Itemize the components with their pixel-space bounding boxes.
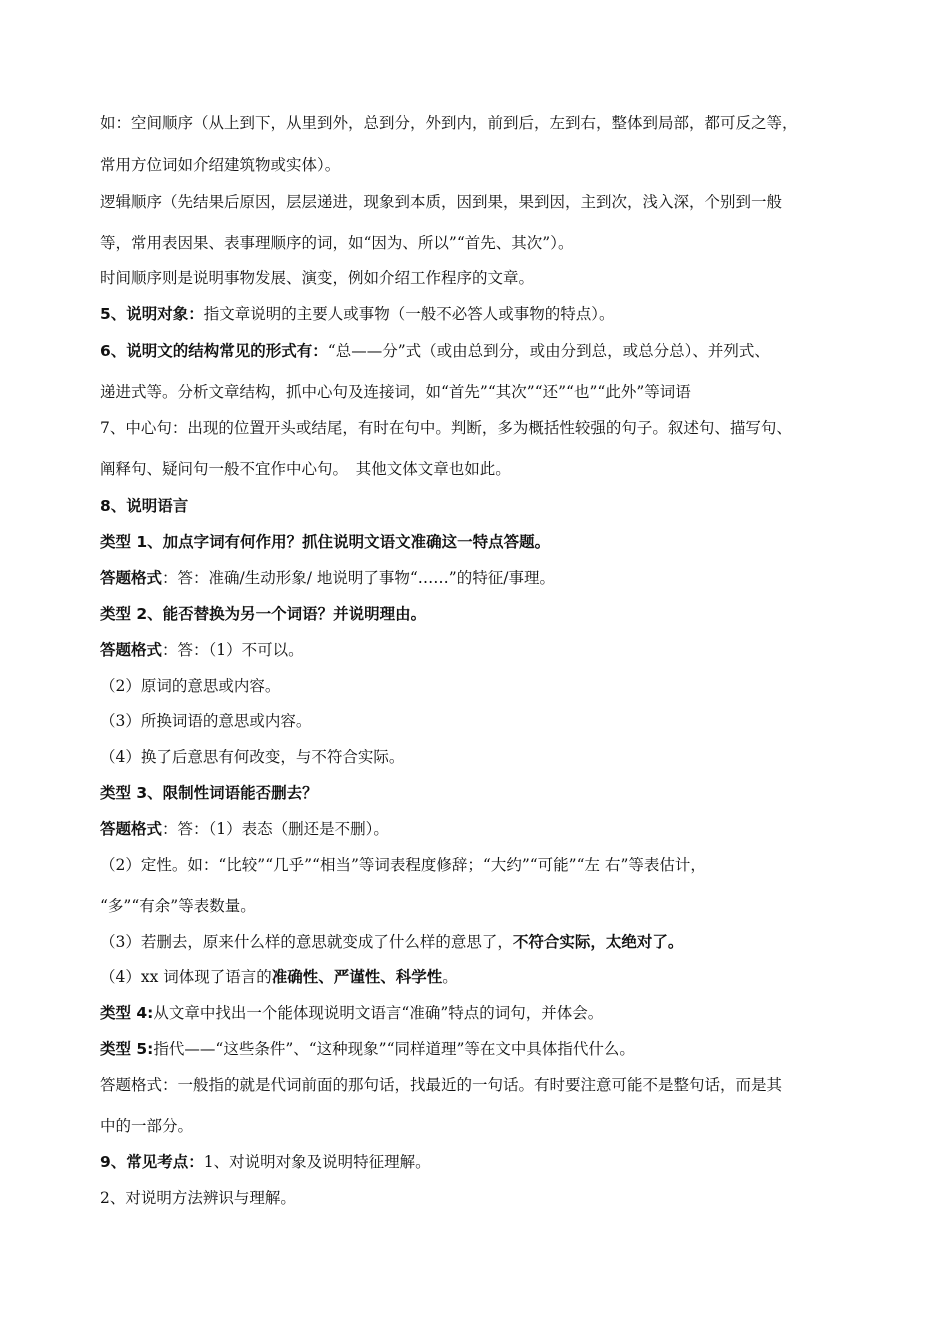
type-2-question: 类型 2、能否替换为另一个词语？并说明理由。 bbox=[100, 605, 427, 623]
type-1-question: 类型 1、加点字词有何作用？抓住说明文语文准确这一特点答题。 bbox=[100, 533, 551, 551]
section-9-text: 1、对说明对象及说明特征理解。 bbox=[203, 1153, 431, 1171]
section-6-line-1 bbox=[100, 341, 770, 361]
type-3-item-3 bbox=[100, 932, 683, 952]
section-5-text: 指文章说明的主要人或事物（一般不必答人或事物的特点）。 bbox=[203, 305, 615, 323]
type-3-item-4 bbox=[100, 967, 458, 987]
type-4-label: 类型 4: bbox=[100, 1004, 154, 1022]
section-7-line-1: 7、中心句：出现的位置开头或结尾，有时在句中。判断，多为概括性较强的句子。叙述句、描写句、 bbox=[100, 419, 792, 437]
answer-format-label: 答题格式 bbox=[100, 641, 163, 659]
spatial-order-line-2: 常用方位词如介绍建筑物或实体）。 bbox=[100, 156, 341, 174]
type-1-answer bbox=[100, 568, 555, 588]
type-1-answer-text: ：答：准确/生动形象/ 地说明了事物“……”的特征/事理。 bbox=[162, 569, 555, 587]
section-5 bbox=[100, 304, 615, 324]
section-8-title: 8、说明语言 bbox=[100, 497, 189, 515]
answer-format-label: 答题格式 bbox=[100, 569, 163, 587]
spatial-order-line-1: 如：空间顺序（从上到下，从里到外，总到分，外到内，前到后，左到右，整体到局部，都可反之等， bbox=[100, 114, 798, 132]
type-5-text: 指代——“这些条件”、“这种现象”“同样道理”等在文中具体指代什么。 bbox=[153, 1040, 635, 1058]
type-3-item-4-end: 。 bbox=[442, 968, 458, 986]
type-2-item-2: （2）原词的意思或内容。 bbox=[100, 677, 281, 695]
type-3-item-2-line-1: （2）定性。如：“比较”“几乎”“相当”等词表程度修辞；“大约”“可能”“左 右”等表估计， bbox=[100, 856, 706, 874]
type-2-item-4: （4）换了后意思有何改变，与不符合实际。 bbox=[100, 748, 405, 766]
type-4-text: 从文章中找出一个能体现说明文语言“准确”特点的词句，并体会。 bbox=[153, 1004, 604, 1022]
type-3-item-2-line-2: “多”“有余”等表数量。 bbox=[100, 897, 256, 915]
type-3-question: 类型 3、限制性词语能否删去？ bbox=[100, 784, 318, 802]
type-3-item-4-emphasis: 准确性、严谨性、科学性 bbox=[271, 968, 443, 986]
type-5 bbox=[100, 1039, 635, 1059]
time-order-line: 时间顺序则是说明事物发展、演变，例如介绍工作程序的文章。 bbox=[100, 269, 535, 287]
type-2-item-3: （3）所换词语的意思或内容。 bbox=[100, 712, 312, 730]
type-5-format-line-1: 答题格式：一般指的就是代词前面的那句话，找最近的一句话。有时要注意可能不是整句话，而是其 bbox=[100, 1076, 783, 1094]
section-5-label: 5、说明对象： bbox=[100, 305, 204, 323]
type-2-answer-text: ：答：（1）不可以。 bbox=[162, 641, 304, 659]
type-5-format-line-2: 中的一部分。 bbox=[100, 1117, 194, 1135]
type-3-answer-text: ：答：（1）表态（删还是不删）。 bbox=[162, 820, 389, 838]
answer-format-label: 答题格式 bbox=[100, 820, 163, 838]
type-3-answer bbox=[100, 819, 389, 839]
section-9-label: 9、常见考点： bbox=[100, 1153, 204, 1171]
section-6-text: “总——分”式（或由总到分，或由分到总，或总分总）、并列式、 bbox=[327, 342, 770, 360]
type-3-item-3-text: （3）若删去，原来什么样的意思就变成了什么样的意思了， bbox=[100, 933, 513, 951]
section-6-label: 6、说明文的结构常见的形式有： bbox=[100, 342, 328, 360]
type-4 bbox=[100, 1003, 603, 1023]
section-9 bbox=[100, 1152, 431, 1172]
logical-order-line-1: 逻辑顺序（先结果后原因，层层递进，现象到本质，因到果，果到因，主到次，浅入深，个别到一般 bbox=[100, 193, 783, 211]
type-3-item-4-text: （4）xx 词体现了语言的 bbox=[100, 968, 272, 986]
logical-order-line-2: 等，常用表因果、表事理顺序的词，如“因为、所以”“首先、其次”）。 bbox=[100, 234, 574, 252]
type-2-answer bbox=[100, 640, 304, 660]
section-6-line-2: 递进式等。分析文章结构，抓中心句及连接词，如“首先”“其次”“还”“也”“此外”等词语 bbox=[100, 383, 691, 401]
section-7-line-2: 阐释句、疑问句一般不宜作中心句。 其他文体文章也如此。 bbox=[100, 460, 511, 478]
type-5-label: 类型 5: bbox=[100, 1040, 154, 1058]
type-3-item-3-emphasis: 不符合实际，太绝对了。 bbox=[512, 933, 684, 951]
section-9-line-2: 2、对说明方法辨识与理解。 bbox=[100, 1189, 296, 1207]
